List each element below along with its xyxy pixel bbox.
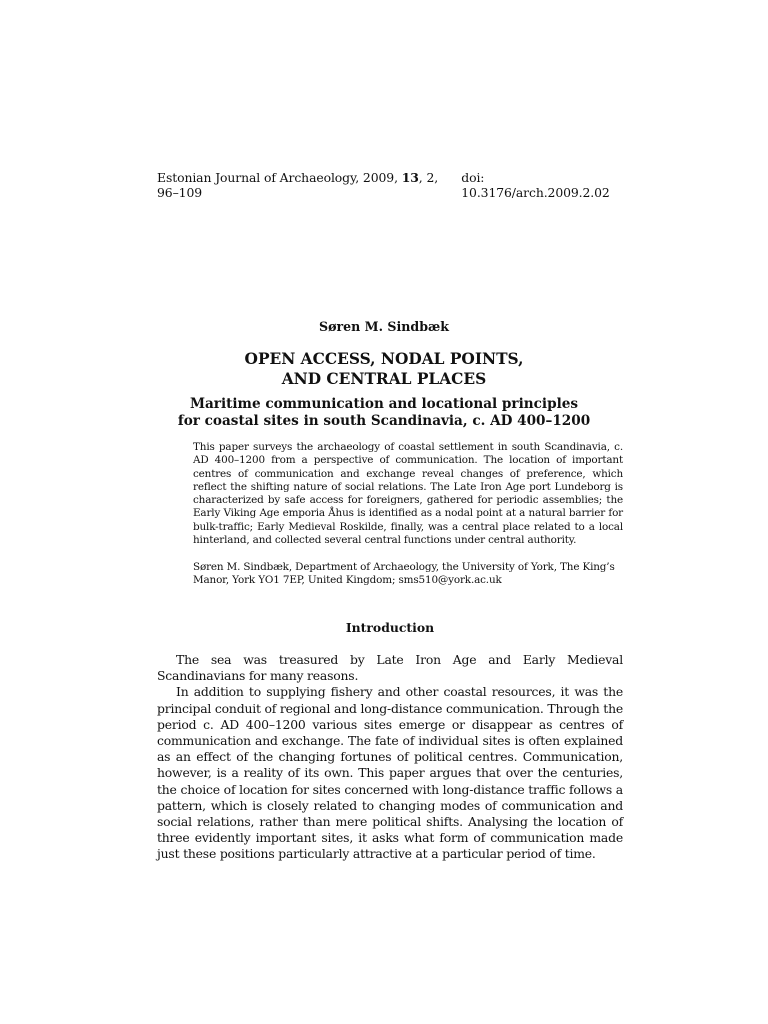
author-name: Søren M. Sindbæk	[318, 319, 450, 334]
title-line-2: AND CENTRAL PLACES	[281, 370, 487, 388]
doi: doi: 10.3176/arch.2009.2.02	[461, 170, 610, 200]
body-paragraph: The sea was treasured by Late Iron Age and Early Medieval Scandinavians for many reasons.	[157, 652, 623, 684]
subtitle-line-2: for coastal sites in south Scandinavia, c. AD 400–1200	[177, 413, 591, 429]
section-heading: Introduction	[345, 620, 435, 635]
abstract: This paper surveys the archaeology of coastal settlement in south Scandinavia, c. AD 400–1200 from a perspective of communication. The location of important centres of communication and exchange reveal changes of preference, which reflect the shifting nature of social relations. The Late Iron Age port Lundeborg is characterized by safe access for foreigners, gathered for periodic assemblies; the Early Viking Age emporia Åhus is identified as a nodal point at a natural barrier for bulk-traffic; Early Medieval Roskilde, finally, was a central place related to a local hinterland, and collected several central functions under central authority.	[193, 441, 623, 547]
body-text	[157, 652, 623, 863]
author-affiliation: Søren M. Sindbæk, Department of Archaeology, the University of York, The King’s Manor, York YO1 7EP, United Kingdom; sms510@york.ac.uk	[193, 561, 615, 587]
journal-issue-pages: , 2, 96–109	[157, 170, 439, 200]
journal-volume: 13	[401, 170, 419, 185]
running-head	[157, 170, 623, 200]
subtitle-line-1: Maritime communication and locational principles	[189, 396, 579, 412]
paper-subtitle	[0, 396, 768, 430]
paper-title	[0, 349, 768, 389]
journal-name: Estonian Journal of Archaeology, 2009,	[157, 170, 402, 185]
journal-citation	[157, 170, 461, 200]
title-line-1: OPEN ACCESS, NODAL POINTS,	[244, 350, 524, 368]
body-paragraph: In addition to supplying fishery and other coastal resources, it was the principal conduit of regional and long-distance communication. Through the period c. AD 400–1200 various sites emerge or disappear as centres of communication and exchange. The fate of individual sites is often explained as an effect of the changing fortunes of political centres. Communication, however, is a reality of its own. This paper argues that over the centuries, the choice of location for sites concerned with long-distance traffic follows a pattern, which is closely related to changing modes of communication and social relations, rather than mere political shifts. Analysing the location of three evidently important sites, it asks what form of communication made just these positions particularly attractive at a particular period of time.	[157, 684, 623, 862]
